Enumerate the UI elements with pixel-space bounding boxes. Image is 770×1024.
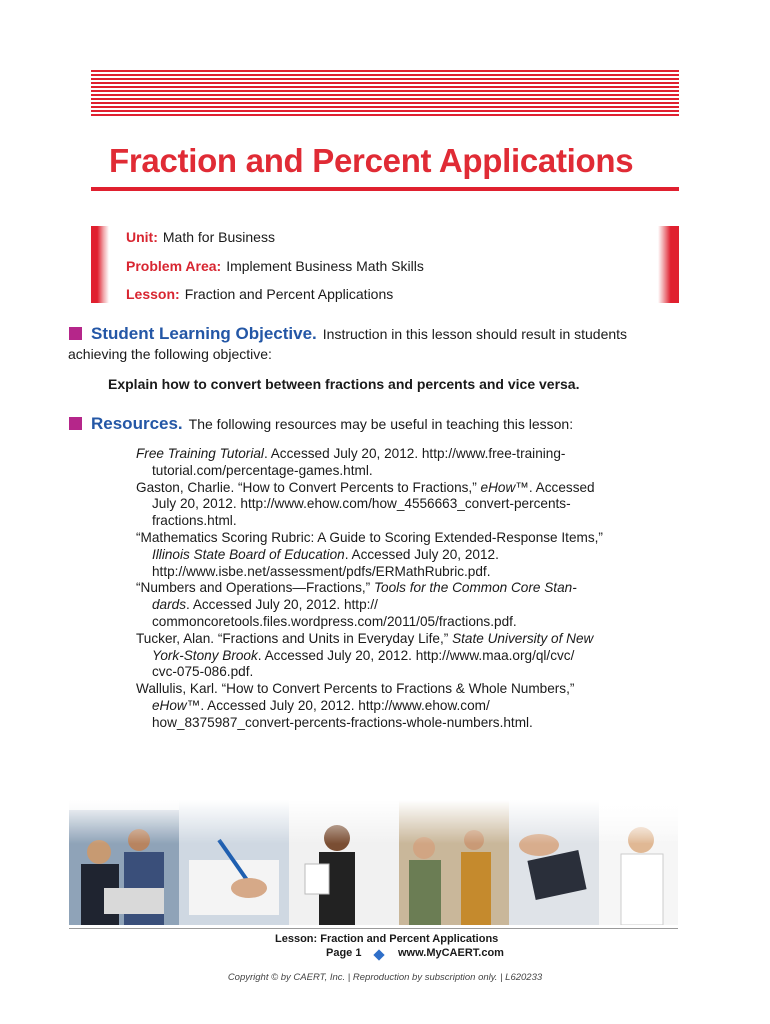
- resources-heading-text: Resources.: [91, 414, 183, 433]
- left-accent-bar: [91, 226, 109, 303]
- right-accent-bar: [658, 226, 679, 303]
- unit-value: Math for Business: [162, 229, 275, 245]
- reference-item: Free Training Tutorial. Accessed July 20, 2012. http://www.free-training- tutorial.com/percentage-games.html.: [136, 446, 566, 478]
- reference-item: Wallulis, Karl. “How to Convert Percents to Fractions & Whole Numbers,” eHow™. Accessed July 20, 2012. http://www.ehow.com/ how_8375987_convert-percents-fractions-whole-numbers.html.: [136, 681, 575, 730]
- resources-heading: [91, 414, 573, 434]
- title-rule: [91, 187, 679, 191]
- footer-lesson: Lesson: Fraction and Percent Applications: [275, 933, 499, 945]
- objective-intro-continued: achieving the following objective:: [68, 346, 272, 362]
- problem-area-label: Problem Area:: [126, 258, 222, 274]
- objective-heading-text: Student Learning Objective.: [91, 324, 317, 343]
- footer-site: www.MyCAERT.com: [398, 947, 504, 959]
- page-title: Fraction and Percent Applications: [109, 142, 634, 179]
- problem-area-value: Implement Business Math Skills: [226, 258, 424, 274]
- objective-bullet-icon: [69, 327, 82, 340]
- unit-label: Unit:: [126, 229, 158, 245]
- reference-item: Gaston, Charlie. “How to Convert Percents to Fractions,” eHow™. Accessed July 20, 2012. http://www.ehow.com/how_4556663_convert-percents- fractions.html.: [136, 479, 595, 529]
- diamond-icon: [373, 949, 384, 960]
- reference-list: [136, 446, 656, 732]
- problem-area-row: [126, 258, 424, 274]
- reference-item: “Mathematics Scoring Rubric: A Guide to Scoring Extended-Response Items,” Illinois State Board of Education. Accessed July 20, 2012. http://www.isbe.net/assessment/pdfs/ERMathRubric.pdf.: [136, 529, 603, 579]
- photo-collage-illustration: [69, 800, 678, 925]
- unit-row: [126, 229, 275, 245]
- objective-heading: [91, 324, 627, 344]
- people-photo-collage: [69, 800, 678, 925]
- objective-statement: Explain how to convert between fractions and percents and vice versa.: [108, 376, 580, 392]
- lesson-label: Lesson:: [126, 286, 180, 302]
- resources-bullet-icon: [69, 417, 82, 430]
- footer-page: Page 1: [326, 947, 362, 959]
- lesson-row: [126, 286, 393, 302]
- header-stripes: [91, 70, 679, 116]
- objective-intro: Instruction in this lesson should result in students: [322, 326, 628, 342]
- footer-rule: [69, 928, 678, 929]
- resources-intro: The following resources may be useful in teaching this lesson:: [188, 416, 574, 432]
- copyright-notice: Copyright © by CAERT, Inc. | Reproduction by subscription only. | L620233: [227, 972, 543, 983]
- reference-item: “Numbers and Operations—Fractions,” Tools for the Common Core Stan- dards. Accessed July 20, 2012. http:// commoncoretools.files.wordpress.com/2011/05/fractions.pdf.: [136, 580, 577, 629]
- lesson-value: Fraction and Percent Applications: [184, 286, 394, 302]
- reference-item: Tucker, Alan. “Fractions and Units in Everyday Life,” State University of New York-Stony Brook. Accessed July 20, 2012. http://www.maa.org/ql/cvc/ cvc-075-086.pdf.: [136, 630, 594, 680]
